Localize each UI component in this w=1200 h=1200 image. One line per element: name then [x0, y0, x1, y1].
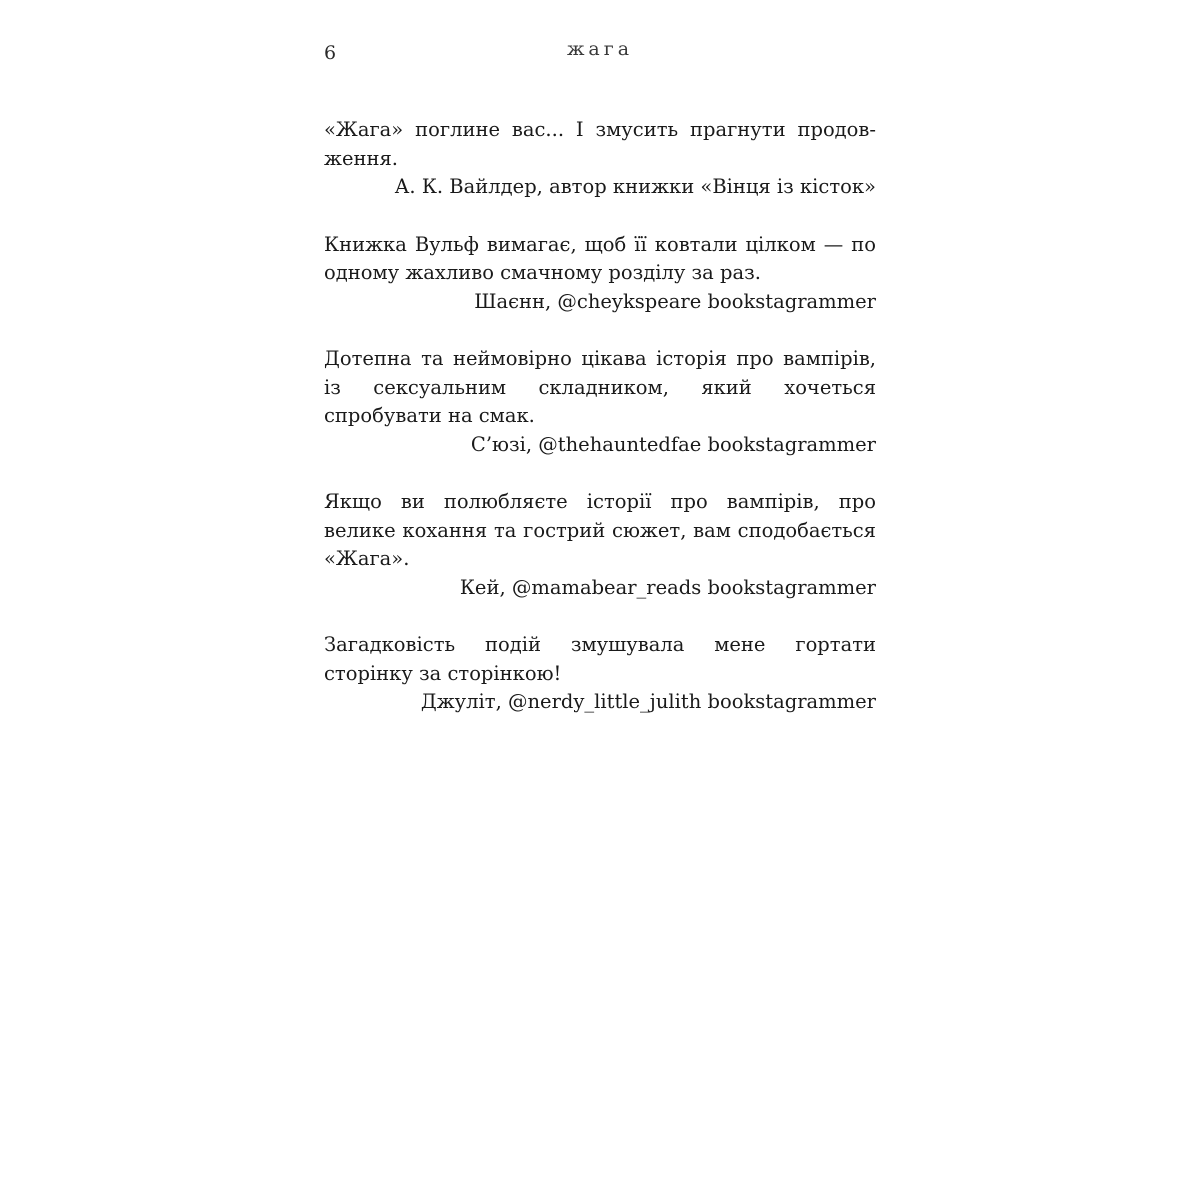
blurb-quote: Загадковість подій змушувала мене гортати сторінку за сторінкою!	[324, 633, 876, 685]
blurb-attribution: Кей, @mamabear_reads bookstagrammer	[459, 575, 876, 599]
book-page	[324, 0, 876, 1200]
blurb-attribution: А. К. Вайлдер, автор книжки «Вінця із кісток»	[394, 175, 876, 198]
blurb-quote: Книжка Вульф вимагає, щоб її ковтали цілком — по одному жахливо смачному розділу за раз.	[324, 232, 876, 284]
running-header	[324, 38, 876, 68]
blurb-attribution: С’юзі, @thehauntedfae bookstagrammer	[470, 432, 876, 456]
blurb	[324, 116, 876, 202]
running-title: жага	[566, 38, 634, 60]
blurb-quote: Якщо ви полюбляєте історії про вампірів, про велике кохання та гострий сюжет, вам сподобається «Жага».	[324, 490, 876, 570]
blurb-attribution: Джуліт, @nerdy_little_julith bookstagrammer	[420, 690, 876, 713]
page-number: 6	[324, 42, 337, 64]
blurb-quote: «Жага» поглине вас... І змусить прагнути продовження.	[324, 118, 876, 170]
praise-blurbs	[324, 116, 876, 746]
blurb	[324, 345, 876, 459]
blurb-quote: Дотепна та неймовірно цікава історія про вампірів, із сексуальним складником, який хочеться спробувати на смак.	[324, 347, 876, 427]
blurb	[324, 488, 876, 602]
blurb	[324, 631, 876, 717]
blurb	[324, 231, 876, 317]
blurb-attribution: Шаєнн, @cheykspeare bookstagrammer	[474, 289, 876, 313]
